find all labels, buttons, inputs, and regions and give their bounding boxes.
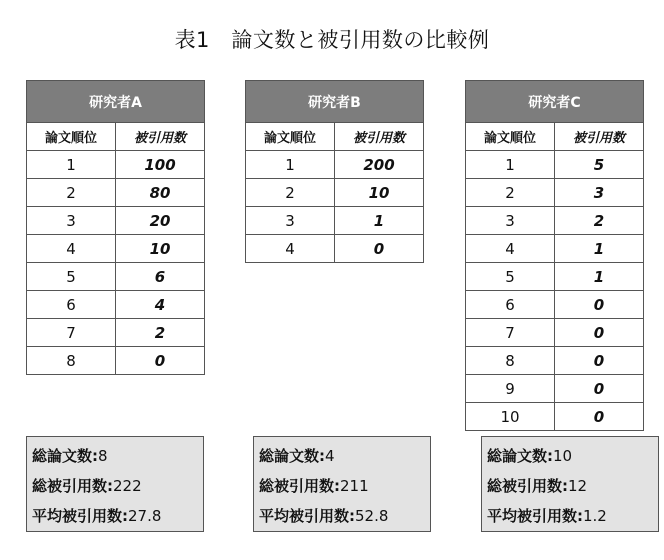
- column-header-order: 論文順位: [246, 123, 335, 151]
- citation-count-cell: 2: [555, 207, 644, 235]
- table-row: [466, 179, 644, 207]
- column-header-citations: 被引用数: [555, 123, 644, 151]
- researcher-c-table: [465, 80, 644, 431]
- researcher-a-summary: [26, 436, 204, 532]
- paper-rank-cell: 10: [466, 403, 555, 431]
- citation-count-cell: 1: [555, 235, 644, 263]
- researcher-c-name: 研究者C: [466, 81, 644, 123]
- page-title: 表1 論文数と被引用数の比較例: [174, 28, 490, 52]
- column-header-order: 論文順位: [466, 123, 555, 151]
- citation-count-cell: 3: [555, 179, 644, 207]
- table-row: [246, 179, 424, 207]
- paper-rank-cell: 4: [246, 235, 335, 263]
- researcher-b-table: [245, 80, 424, 263]
- paper-rank-cell: 1: [246, 151, 335, 179]
- researcher-b-summary: [253, 436, 431, 532]
- table-row: [466, 347, 644, 375]
- citation-count-cell: 0: [555, 319, 644, 347]
- table-row: [466, 207, 644, 235]
- paper-rank-cell: 2: [466, 179, 555, 207]
- table-row: [27, 319, 205, 347]
- paper-rank-cell: 1: [466, 151, 555, 179]
- table-row: [466, 319, 644, 347]
- table-row: [27, 207, 205, 235]
- paper-rank-cell: 3: [466, 207, 555, 235]
- total-citations: 総被引用数:211: [259, 477, 369, 495]
- table-row: [27, 151, 205, 179]
- table-row: [466, 151, 644, 179]
- paper-rank-cell: 7: [466, 319, 555, 347]
- paper-rank-cell: 6: [27, 291, 116, 319]
- paper-rank-cell: 7: [27, 319, 116, 347]
- citation-count-cell: 6: [116, 263, 205, 291]
- citation-count-cell: 10: [116, 235, 205, 263]
- total-citations: 総被引用数:222: [32, 477, 142, 495]
- citation-count-cell: 5: [555, 151, 644, 179]
- average-citations: 平均被引用数:27.8: [32, 507, 162, 525]
- citation-count-cell: 0: [555, 291, 644, 319]
- total-citations: 総被引用数:12: [487, 477, 588, 495]
- table-row: [27, 347, 205, 375]
- paper-rank-cell: 2: [246, 179, 335, 207]
- table-row: [246, 235, 424, 263]
- researcher-a-table: [26, 80, 205, 375]
- table-row: [466, 403, 644, 431]
- citation-count-cell: 1: [555, 263, 644, 291]
- citation-count-cell: 4: [116, 291, 205, 319]
- table-row: [466, 375, 644, 403]
- paper-rank-cell: 9: [466, 375, 555, 403]
- citation-count-cell: 0: [335, 235, 424, 263]
- paper-rank-cell: 6: [466, 291, 555, 319]
- citation-count-cell: 0: [555, 375, 644, 403]
- table-row: [466, 263, 644, 291]
- column-header-citations: 被引用数: [335, 123, 424, 151]
- table-row: [466, 235, 644, 263]
- table-row: [246, 207, 424, 235]
- total-papers: 総論文数:8: [32, 447, 108, 465]
- citation-count-cell: 10: [335, 179, 424, 207]
- paper-rank-cell: 5: [27, 263, 116, 291]
- citation-count-cell: 100: [116, 151, 205, 179]
- paper-rank-cell: 8: [466, 347, 555, 375]
- researcher-b-name: 研究者B: [246, 81, 424, 123]
- citation-count-cell: 200: [335, 151, 424, 179]
- citation-count-cell: 20: [116, 207, 205, 235]
- paper-rank-cell: 1: [27, 151, 116, 179]
- citation-count-cell: 0: [116, 347, 205, 375]
- average-citations: 平均被引用数:1.2: [487, 507, 607, 525]
- citation-count-cell: 80: [116, 179, 205, 207]
- total-papers: 総論文数:4: [259, 447, 335, 465]
- column-header-citations: 被引用数: [116, 123, 205, 151]
- paper-rank-cell: 2: [27, 179, 116, 207]
- total-papers: 総論文数:10: [487, 447, 573, 465]
- table-row: [466, 291, 644, 319]
- column-header-order: 論文順位: [27, 123, 116, 151]
- paper-rank-cell: 4: [466, 235, 555, 263]
- researcher-c-summary: [481, 436, 659, 532]
- table-row: [27, 291, 205, 319]
- citation-count-cell: 2: [116, 319, 205, 347]
- researcher-a-name: 研究者A: [27, 81, 205, 123]
- paper-rank-cell: 5: [466, 263, 555, 291]
- table-row: [246, 151, 424, 179]
- table-row: [27, 235, 205, 263]
- table-row: [27, 263, 205, 291]
- paper-rank-cell: 3: [246, 207, 335, 235]
- table-row: [27, 179, 205, 207]
- paper-rank-cell: 3: [27, 207, 116, 235]
- paper-rank-cell: 4: [27, 235, 116, 263]
- paper-rank-cell: 8: [27, 347, 116, 375]
- citation-count-cell: 0: [555, 403, 644, 431]
- citation-count-cell: 0: [555, 347, 644, 375]
- citation-count-cell: 1: [335, 207, 424, 235]
- average-citations: 平均被引用数:52.8: [259, 507, 389, 525]
